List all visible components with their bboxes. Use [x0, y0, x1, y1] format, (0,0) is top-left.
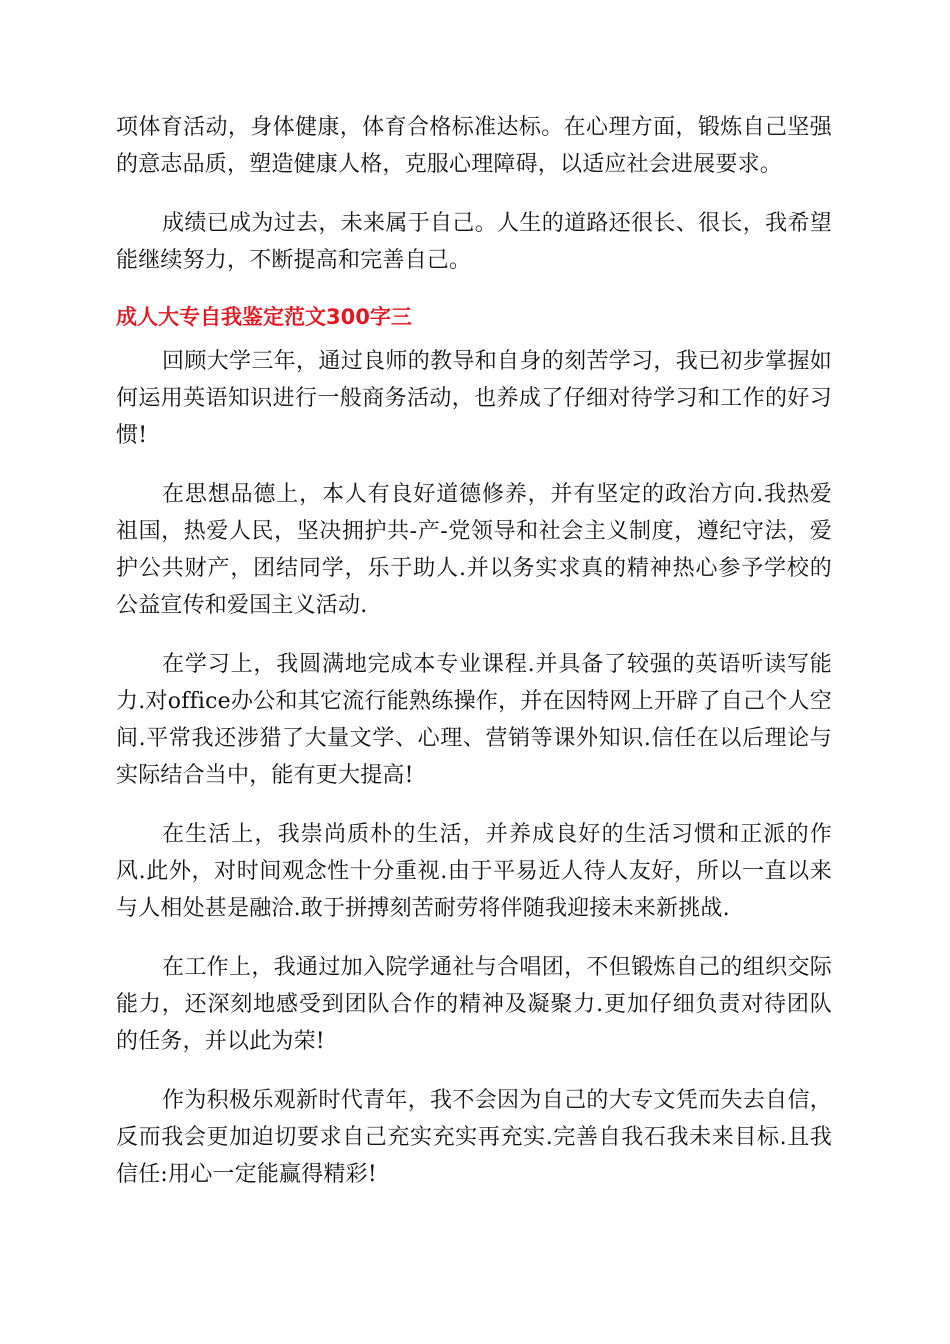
- paragraph-study: 在学习上，我圆满地完成本专业课程.并具备了较强的英语听读写能力.对office办公和其它流行能熟练操作，并在因特网上开辟了自己个人空间.平常我还涉猎了大量文学、心理、营销等课外知识.信任在以后理论与实际结合当中，能有更大提高!: [116, 652, 832, 788]
- section-heading: 成人大专自我鉴定范文300字三: [116, 305, 412, 329]
- paragraph-conclusion: 成绩已成为过去，未来属于自己。人生的道路还很长、很长，我希望能继续努力，不断提高和完善自己。: [116, 211, 832, 273]
- paragraph-continued: 项体育活动，身体健康，体育合格标准达标。在心理方面，锻炼自己坚强的意志品质，塑造健康人格，克服心理障碍，以适应社会进展要求。: [116, 115, 832, 177]
- paragraph-work: 在工作上，我通过加入院学通社与合唱团，不但锻炼自己的组织交际能力，还深刻地感受到团队合作的精神及凝聚力.更加仔细负责对待团队的任务，并以此为荣!: [116, 955, 832, 1054]
- paragraph-life: 在生活上，我崇尚质朴的生活，并养成良好的生活习惯和正派的作风.此外，对时间观念性十分重视.由于平易近人待人友好，所以一直以来与人相处甚是融洽.敢于拼搏刻苦耐劳将伴随我迎接未来新挑战.: [116, 822, 832, 921]
- paragraph-moral: 在思想品德上，本人有良好道德修养，并有坚定的政治方向.我热爱祖国，热爱人民，坚决拥护共-产-党领导和社会主义制度，遵纪守法，爱护公共财产，团结同学，乐于助人.并以务实求真的精神热心参予学校的公益宣传和爱国主义活动.: [116, 482, 832, 618]
- paragraph-review: 回顾大学三年，通过良师的教导和自身的刻苦学习，我已初步掌握如何运用英语知识进行一般商务活动，也养成了仔细对待学习和工作的好习惯!: [116, 349, 832, 448]
- document-body: [116, 109, 832, 1215]
- paragraph-outlook: 作为积极乐观新时代青年，我不会因为自己的大专文凭而失去自信，反而我会更加迫切要求自己充实充实再充实.完善自我石我未来目标.且我信任:用心一定能赢得精彩!: [116, 1088, 832, 1187]
